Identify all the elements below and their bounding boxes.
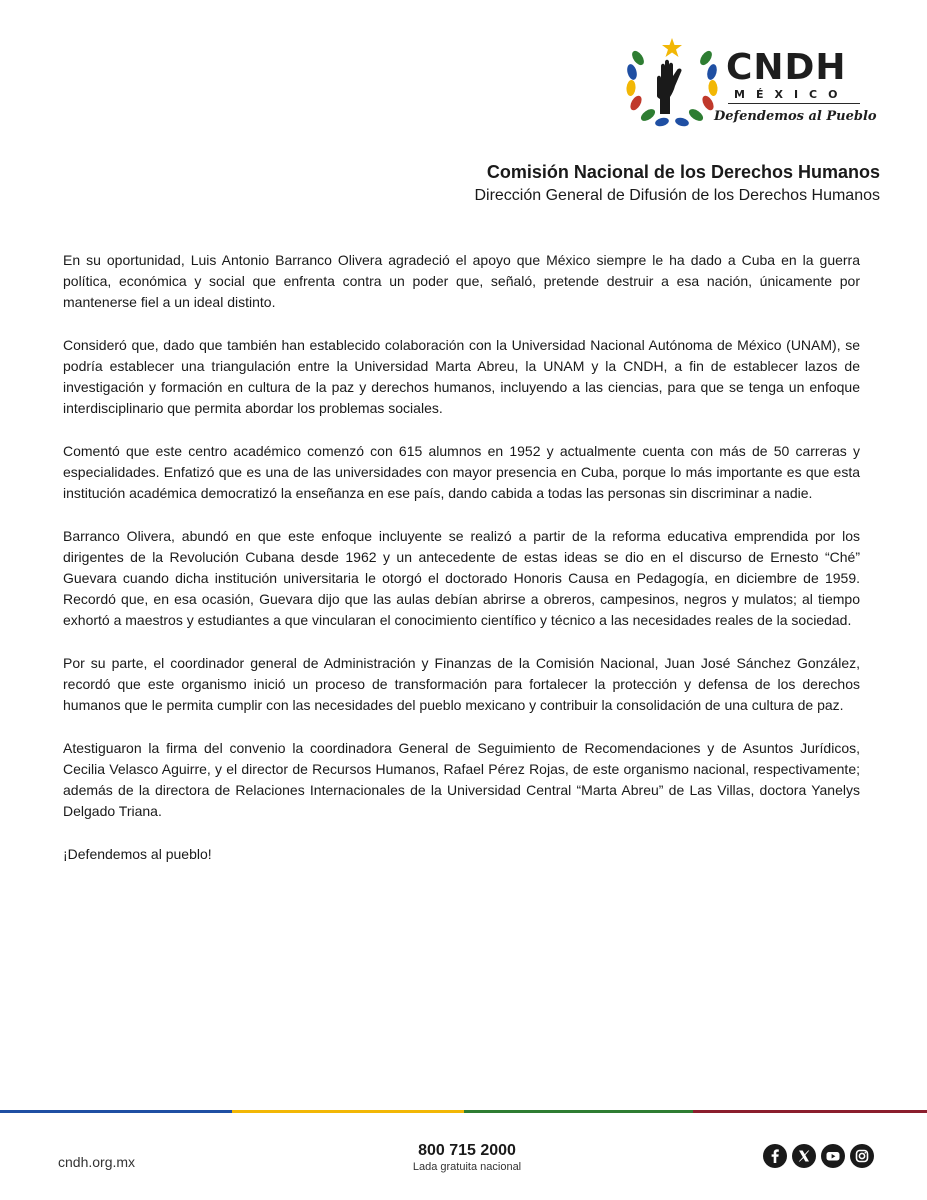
footer-color-bar — [0, 1110, 927, 1113]
phone-caption: Lada gratuita nacional — [412, 1161, 522, 1173]
organization-subtitle: Dirección General de Difusión de los Derechos Humanos — [474, 187, 880, 204]
footer-website-link[interactable]: cndh.org.mx — [58, 1154, 136, 1170]
emblem-icon — [624, 36, 720, 132]
organization-heading — [474, 160, 880, 208]
phone-number[interactable]: 800 715 2000 — [418, 1142, 516, 1159]
footer-bar-segment — [0, 1110, 232, 1113]
paragraph: Atestiguaron la firma del convenio la coordinadora General de Seguimiento de Recomendaciones y de Asuntos Jurídicos, Cecilia Velasco Aguirre, y el director de Recursos Humanos, Rafael Pérez Rojas, de este organismo nacional, respectivamente; además de la directora de Relaciones Internacionales de la Universidad Central “Marta Abreu” de Las Villas, doctora Yanelys Delgado Triana. — [63, 740, 860, 819]
cndh-logo — [624, 36, 877, 132]
paragraph: Consideró que, dado que también han establecido colaboración con la Universidad Nacional Autónoma de México (UNAM), se podría establecer una triangulación entre la Universidad Marta Abreu, la UNAM y la CNDH, a fin de establecer lazos de investigación y formación en cultura de la paz y derechos humanos, incluyendo a las ciencias, para que se tenga un enfoque interdisciplinario que permita abordar los problemas sociales. — [63, 337, 860, 416]
closing-slogan: ¡Defendemos al pueblo! — [63, 846, 212, 862]
press-release-body — [63, 250, 860, 887]
logo-slogan-text: Defendemos al Pueblo — [714, 109, 877, 124]
paragraph: Por su parte, el coordinador general de Administración y Finanzas de la Comisión Nacional, Juan José Sánchez González, recordó que este organismo inició un proceso de transformación para fortalecer la protección y defensa de los derechos humanos que le permita cumplir con las necesidades del pueblo mexicano y contribuir la consolidación de una cultura de paz. — [63, 655, 860, 713]
instagram-icon[interactable] — [850, 1144, 874, 1168]
x-icon[interactable] — [792, 1144, 816, 1168]
footer-bar-segment — [464, 1110, 693, 1113]
footer-phone — [360, 1141, 574, 1174]
organization-title: Comisión Nacional de los Derechos Humanos — [486, 162, 880, 182]
paragraph: Barranco Olivera, abundó en que este enfoque incluyente se realizó a partir de la reforma educativa emprendida por los dirigentes de la Revolución Cubana desde 1962 y un antecedente de estas ideas se dio en el discurso de Ernesto “Ché” Guevara cuando dicha institución universitaria le otorgó el doctorado Honoris Causa en Pedagogía, en diciembre de 1959. Recordó que, en esa ocasión, Guevara dijo que las aulas debían abrirse a obreros, campesinos, negros y mulatos; al tiempo exhortó a maestros y estudiantes a que vincularan el conocimiento científico y técnico a las necesidades reales de la sociedad. — [63, 528, 860, 628]
paragraph: Comentó que este centro académico comenzó con 615 alumnos en 1952 y actualmente cuenta con más de 50 carreras y especialidades. Enfatizó que es una de las universidades con mayor presencia en Cuba, porque lo más importante es que esta institución académica democratizó la enseñanza en ese país, dando cabida a todas las personas sin discriminar a nadie. — [63, 443, 860, 501]
social-links — [763, 1144, 874, 1168]
youtube-icon[interactable] — [821, 1144, 845, 1168]
logo-divider — [728, 103, 860, 104]
footer-bar-segment — [232, 1110, 464, 1113]
paragraph: En su oportunidad, Luis Antonio Barranco Olivera agradeció el apoyo que México siempre le ha dado a Cuba en la guerra política, económica y social que enfrenta contra un poder que, señaló, pretende destruir a esa nación, únicamente por mantenerse fiel a un ideal distinto. — [63, 252, 860, 310]
logo-country-text: MÉXICO — [734, 88, 849, 101]
facebook-icon[interactable] — [763, 1144, 787, 1168]
logo-brand-text: CNDH — [726, 47, 847, 88]
footer-bar-segment — [693, 1110, 927, 1113]
